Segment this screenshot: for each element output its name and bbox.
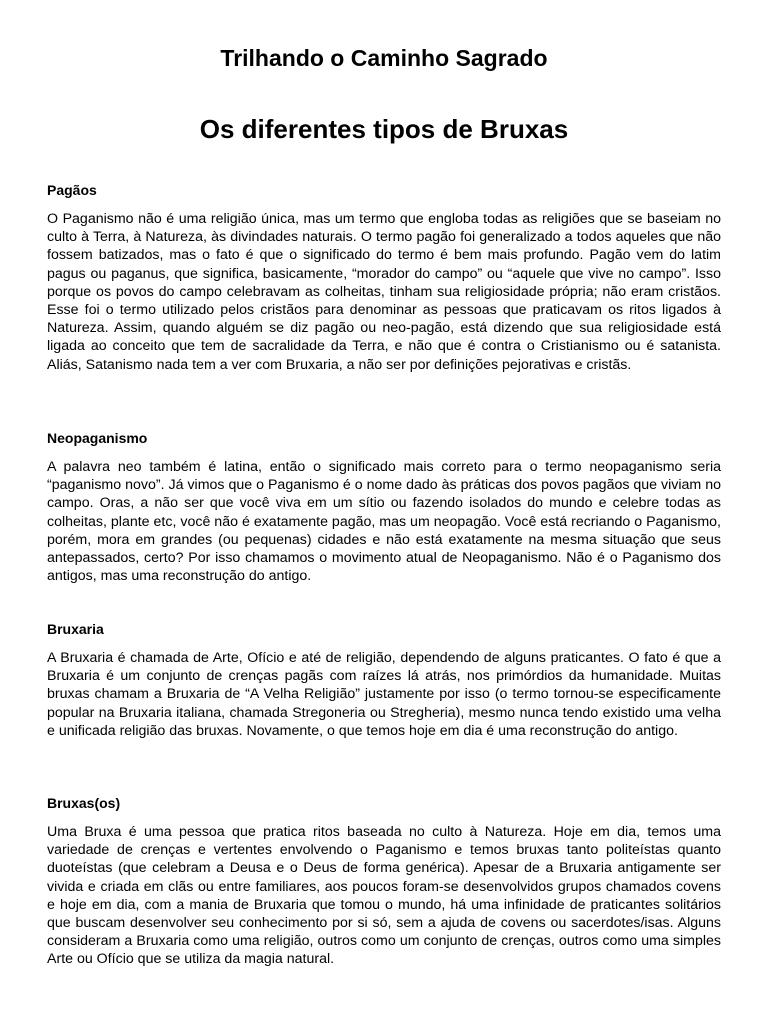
section-bruxas [47,794,721,969]
section-neopaganismo [47,429,721,585]
section-heading: Neopaganismo [47,430,148,446]
section-paragraph: A palavra neo também é latina, então o significado mais correto para o termo neopaganismo seria “paganismo novo”. Já vimos que o Paganismo é o nome dado às práticas dos povos pagãos que viviam no campo. Oras, a não ser que você viva em um sítio ou fazendo isolados do mundo e celebre todas as colheitas, plante etc, você não é exatamente pagão, mas um neopagão. Você está recriando o Paganismo, porém, mora em grandes (ou pequenas) cidades e não está exatamente na mesma situação que seus antepassados, certo? Por isso chamamos o movimento atual de Neopaganismo. Não é o Paganismo dos antigos, mas uma reconstrução do antigo. [47,459,721,585]
section-pagaos [47,181,721,374]
section-bruxaria [47,620,721,740]
section-heading: Bruxaria [47,621,104,637]
section-heading: Bruxas(os) [47,795,121,811]
document-title: Trilhando o Caminho Sagrado [220,45,548,71]
section-paragraph: Uma Bruxa é uma pessoa que pratica ritos baseada no culto à Natureza. Hoje em dia, temos uma variedade de crenças e vertentes envolvendo o Paganismo e temos bruxas tanto politeístas quanto duoteístas (que celebram a Deusa e o Deus de forma genérica). Apesar de a Bruxaria antigamente ser vivida e criada em clãs ou entre familiares, aos poucos foram-se desenvolvidos grupos chamados covens e hoje em dia, com a mania de Bruxaria que tomou o mundo, há uma infinidade de praticantes solitários que buscam desenvolver seu conhecimento por si só, sem a ajuda de covens ou sacerdotes/isas. Alguns consideram a Bruxaria como uma religião, outros como um conjunto de crenças, outros como uma simples Arte ou Ofício que se utiliza da magia natural. [47,824,721,968]
section-heading: Pagãos [47,182,97,198]
document-subtitle: Os diferentes tipos de Bruxas [199,114,569,144]
section-paragraph: O Paganismo não é uma religião única, mas um termo que engloba todas as religiões que se baseiam no culto à Terra, à Natureza, às divindades naturais. O termo pagão foi generalizado a todos aqueles que não fossem batizados, mas o fato é que o significado do termo é bem mais profundo. Pagão vem do latim pagus ou paganus, que significa, basicamente, “morador do campo” ou “aquele que vive no campo”. Isso porque os povos do campo celebravam as colheitas, tinham sua religiosidade própria; não eram cristãos. Esse foi o termo utilizado pelos cristãos para denominar as pessoas que praticavam os ritos ligados à Natureza. Assim, quando alguém se diz pagão ou neo-pagão, está dizendo que sua religiosidade está ligada ao conceito que tem de sacralidade da Terra, e não que é contra o Cristianismo ou é satanista. Aliás, Satanismo nada tem a ver com Bruxaria, a não ser por definições pejorativas e cristãs. [47,211,721,373]
section-paragraph: A Bruxaria é chamada de Arte, Ofício e até de religião, dependendo de alguns praticantes. O fato é que a Bruxaria é um conjunto de crenças pagãs com raízes lá atrás, nos primórdios da humanidade. Muitas bruxas chamam a Bruxaria de “A Velha Religião” justamente por isso (o termo tornou-se especificamente popular na Bruxaria italiana, chamada Stregoneria ou Stregheria), mesmo nunca tendo existido uma velha e unificada religião das bruxas. Novamente, o que temos hoje em dia é uma reconstrução do antigo. [47,650,721,739]
